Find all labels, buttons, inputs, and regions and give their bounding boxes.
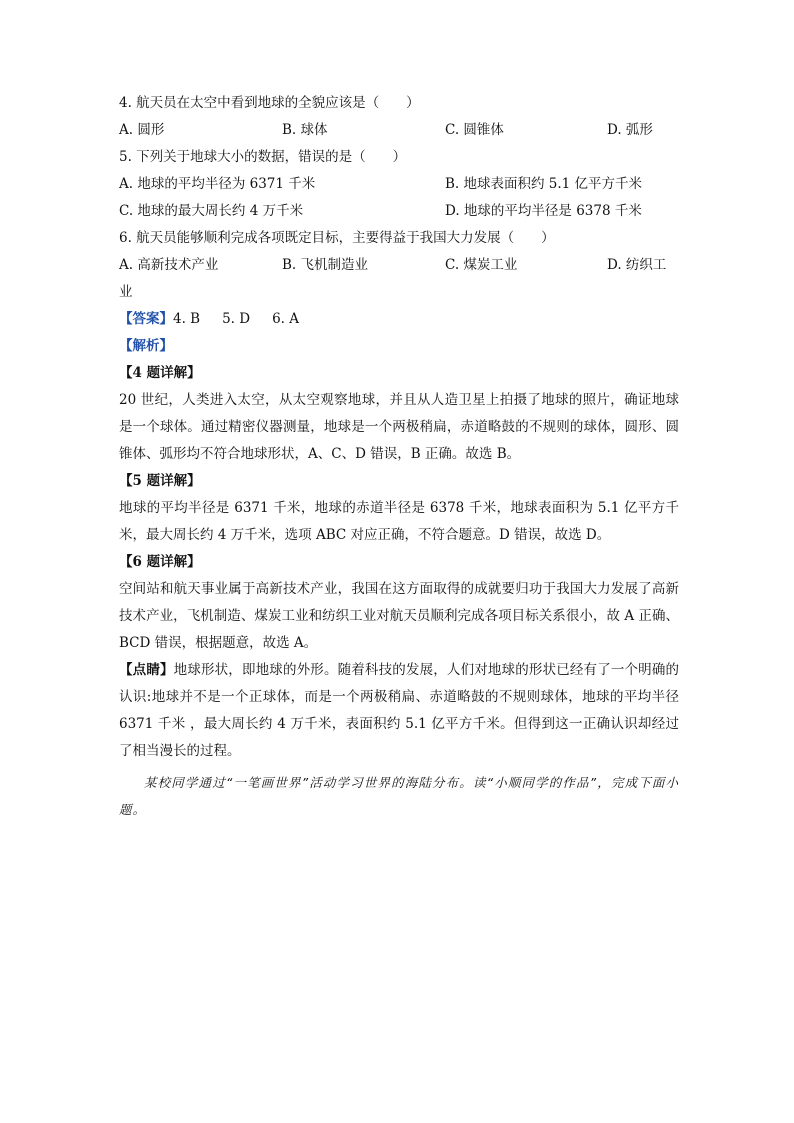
- point-text: 地球形状，即地球的外形。随着科技的发展，人们对地球的形状已经有了一个明确的认识:地球并不是一个正球体，而是一个两极稍扁、赤道略鼓的不规则球体，地球的平均半径 6371 千米 ，最大周长约 4 万千米，表面积约 5.1 亿平方千米。但得到这一正确认识却经过了相当漫长的过程。: [119, 662, 680, 759]
- q6-option-d: D. 纺织工: [607, 257, 667, 273]
- q5-options-row1: [119, 171, 679, 198]
- q4-option-c: C. 圆锥体: [445, 122, 504, 138]
- answer-tag: 【答案】: [119, 311, 173, 327]
- q6-option-a: A. 高新技术产业: [119, 257, 219, 273]
- detail-6-tag: 【6 题详解】: [119, 554, 201, 570]
- answer-5: 5. D: [222, 311, 251, 327]
- detail-5-tag: 【5 题详解】: [119, 473, 201, 489]
- analysis-tag: 【解析】: [119, 338, 173, 354]
- answer-6: 6. A: [272, 311, 300, 327]
- q4-stem: 4. 航天员在太空中看到地球的全貌应该是（ ）: [119, 95, 420, 111]
- detail-4-tag: 【4 题详解】: [119, 365, 201, 381]
- q6-option-wrap: 业: [119, 284, 133, 300]
- q5-option-d: D. 地球的平均半径是 6378 千米: [445, 203, 642, 219]
- q6-stem: 6. 航天员能够顺利完成各项既定目标，主要得益于我国大力发展（ ）: [119, 230, 555, 246]
- q4-option-a: A. 圆形: [119, 122, 165, 138]
- point-block: [119, 657, 679, 765]
- point-tag: 【点睛】: [119, 662, 174, 678]
- document-page: [119, 90, 679, 823]
- q5-option-a: A. 地球的平均半径为 6371 千米: [119, 176, 316, 192]
- answer-line: [119, 306, 679, 333]
- q6-option-c: C. 煤炭工业: [445, 257, 518, 273]
- detail-6-text: 空间站和航天事业属于高新技术产业，我国在这方面取得的成就要归功于我国大力发展了高新技术产业，飞机制造、煤炭工业和纺织工业对航天员顺利完成各项目标关系很小，故 A 正确、BCD 错误，根据题意，故选 A。: [119, 581, 679, 651]
- q6-option-b: B. 飞机制造业: [282, 257, 369, 273]
- q5-option-b: B. 地球表面积约 5.1 亿平方千米: [445, 176, 643, 192]
- q4-option-d: D. 弧形: [607, 122, 653, 138]
- q5-stem: 5. 下列关于地球大小的数据，错误的是（ ）: [119, 149, 407, 165]
- q5-option-c: C. 地球的最大周长约 4 万千米: [119, 203, 304, 219]
- intro-text: 某校同学通过“一笔画世界”活动学习世界的海陆分布。读“小顺同学的作品”，完成下面小题。: [119, 775, 679, 817]
- detail-4-text: 20 世纪，人类进入太空，从太空观察地球，并且从人造卫星上拍摄了地球的照片，确证地球是一个球体。通过精密仪器测量，地球是一个两极稍扁，赤道略鼓的不规则的球体，圆形、圆锥体、弧形均不符合地球形状，A、C、D 错误，B 正确。故选 B。: [119, 392, 679, 462]
- q6-options: [119, 252, 679, 279]
- q5-options-row2: [119, 198, 679, 225]
- q4-option-b: B. 球体: [282, 122, 328, 138]
- q4-options: [119, 117, 679, 144]
- detail-5-text: 地球的平均半径是 6371 千米，地球的赤道半径是 6378 千米，地球表面积为 5.1 亿平方千米，最大周长约 4 万千米，选项 ABC 对应正确，不符合题意。D 错误，故选 D。: [119, 500, 679, 543]
- answer-4: 4. B: [173, 311, 201, 327]
